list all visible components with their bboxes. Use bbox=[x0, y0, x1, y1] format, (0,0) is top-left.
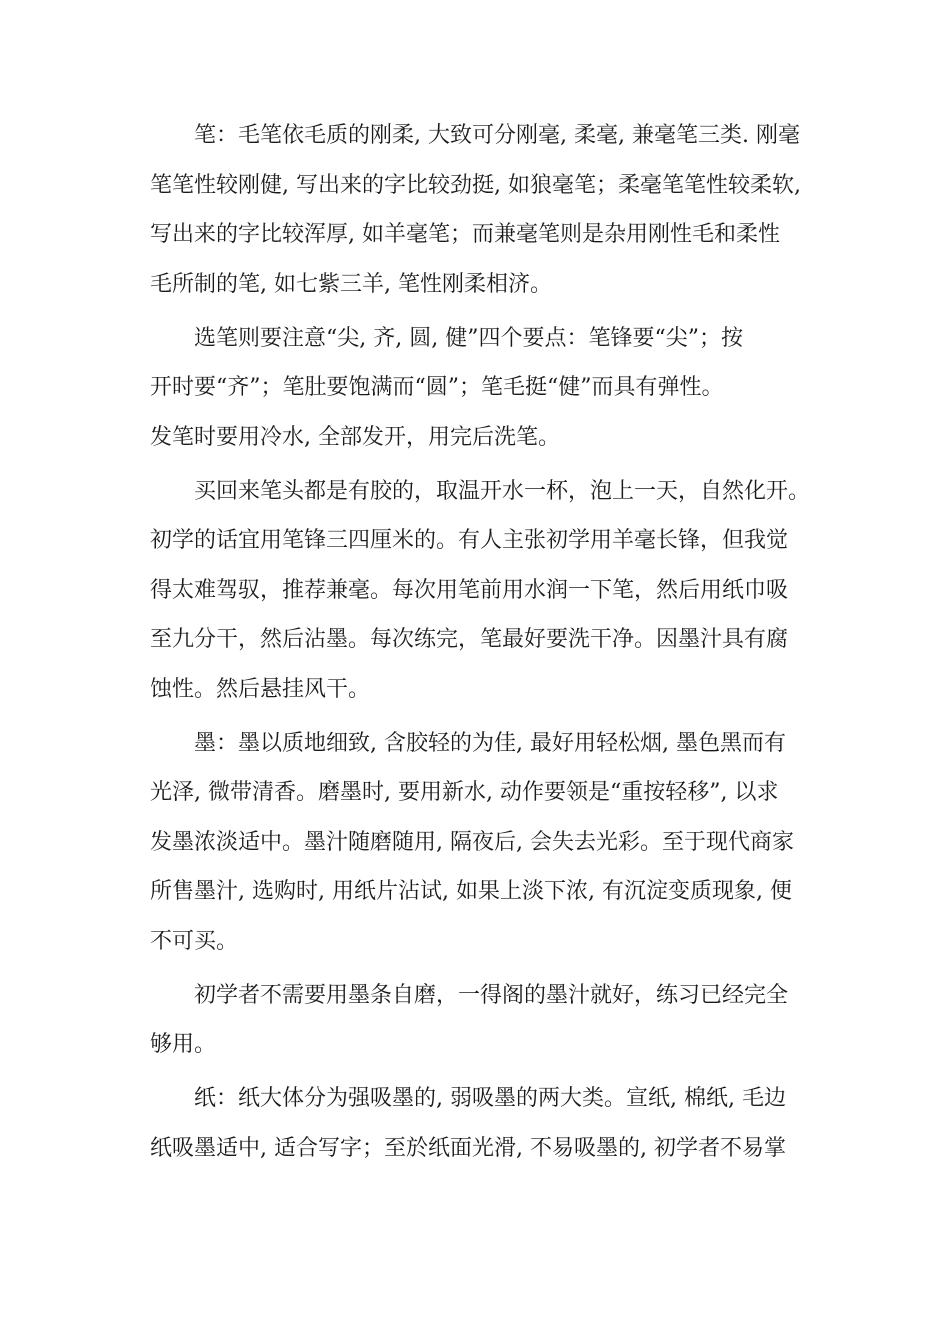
paragraph-brush-care bbox=[150, 467, 810, 715]
text-line: 发笔时要用冷水, 全部发开，用完后洗笔。 bbox=[150, 424, 560, 450]
text-line: 纸：纸大体分为强吸墨的, 弱吸墨的两大类。宣纸, 棉纸, 毛边 bbox=[194, 1086, 786, 1111]
document-body bbox=[150, 111, 810, 1178]
text-line: 写出来的字比较浑厚, 如羊毫笔；而兼毫笔则是杂用刚性毛和柔性 bbox=[150, 222, 780, 247]
text-line: 不可买。 bbox=[150, 928, 239, 954]
text-line: 光泽, 微带清香。磨墨时, 要用新水, 动作要领是“重按轻移”, 以求 bbox=[150, 780, 779, 805]
text-line: 蚀性。然后悬挂风干。 bbox=[150, 676, 371, 702]
text-line: 笔笔性较刚健, 写出来的字比较劲挺, 如狼毫笔；柔毫笔笔性较柔软, bbox=[150, 172, 801, 198]
text-line: 发墨浓淡适中。墨汁随磨随用, 隔夜后, 会失去光彩。至于现代商家 bbox=[150, 829, 794, 855]
text-line: 墨：墨以质地细致, 含胶轻的为佳, 最好用轻松烟, 墨色黑而有 bbox=[194, 730, 786, 756]
text-line: 初学的话宜用笔锋三四厘米的。有人主张初学用羊毫长锋，但我觉 bbox=[150, 528, 789, 553]
text-line: 选笔则要注意“尖, 齐, 圆, 健”四个要点：笔锋要“尖”；按 bbox=[194, 325, 743, 351]
text-line: 开时要“齐”；笔肚要饱满而“圆”；笔毛挺“健”而具有弹性。 bbox=[150, 375, 724, 400]
text-line: 所售墨汁, 选购时, 用纸片沾试, 如果上淡下浓, 有沉淀变质现象, 便 bbox=[150, 879, 792, 904]
text-line: 纸吸墨适中, 适合写字；至於纸面光滑, 不易吸墨的, 初学者不易掌 bbox=[150, 1135, 786, 1161]
text-line: 得太难驾驭，推荐兼毫。每次用笔前用水润一下笔，然后用纸巾吸 bbox=[150, 577, 789, 603]
text-line: 毛所制的笔, 如七紫三羊, 笔性刚柔相济。 bbox=[150, 271, 552, 297]
paragraph-paper bbox=[150, 1074, 810, 1173]
paragraph-brush-types bbox=[150, 111, 810, 309]
text-line: 够用。 bbox=[150, 1032, 217, 1057]
text-line: 至九分干，然后沾墨。每次练完，笔最好要洗干净。因墨汁具有腐 bbox=[150, 627, 789, 652]
paragraph-ink-beginner bbox=[150, 971, 810, 1070]
text-line: 初学者不需要用墨条自磨，一得阁的墨汁就好，练习已经完全 bbox=[194, 982, 789, 1008]
text-line: 买回来笔头都是有胶的，取温开水一杯，泡上一天，自然化开。 bbox=[194, 478, 811, 504]
paragraph-brush-selection bbox=[150, 314, 810, 463]
paragraph-ink bbox=[150, 719, 810, 967]
text-line: 笔：毛笔依毛质的刚柔, 大致可分刚毫, 柔毫, 兼毫笔三类. 刚毫 bbox=[194, 123, 800, 148]
